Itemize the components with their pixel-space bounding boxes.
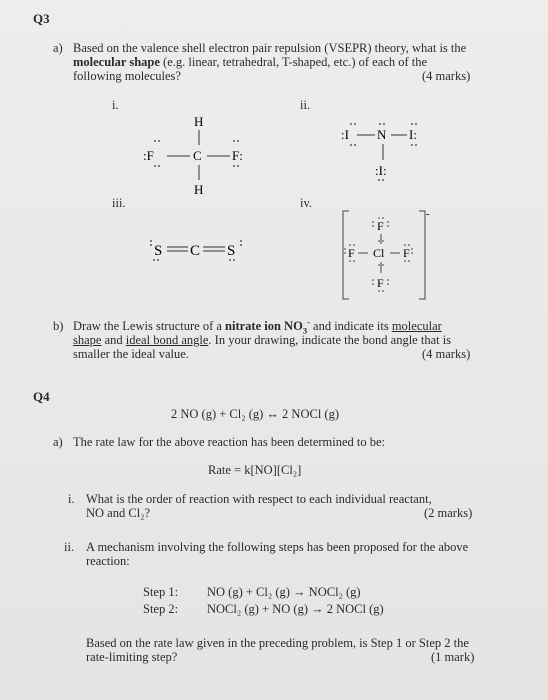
- q3-b-marks: (4 marks): [422, 347, 471, 361]
- mol-ii-label: ii.: [300, 98, 311, 112]
- q3-b-line2: [73, 333, 451, 347]
- q3-a-line2: [73, 55, 427, 69]
- q3-b-line3: smaller the ideal value.: [73, 347, 189, 361]
- mol-i-center-atom: C: [193, 148, 202, 163]
- q4-final-line1: Based on the rate law given in the preceding problem, is Step 1 or Step 2 the: [86, 636, 469, 650]
- q4-i-marks: (2 marks): [424, 506, 473, 520]
- mol-i-right-atom: F:: [232, 148, 243, 163]
- q3-b-and: and: [101, 333, 126, 347]
- q3-a-line1: Based on the valence shell electron pair repulsion (VSEPR) theory, what is the: [73, 41, 467, 55]
- mol-iv-label: iv.: [300, 196, 313, 210]
- mol-ii-right-atom: I:: [409, 127, 417, 142]
- q4-ii-line1: A mechanism involving the following steps has been proposed for the above: [86, 540, 469, 554]
- q3-a-marks: (4 marks): [422, 69, 471, 83]
- q3-b-underline-molecular: molecular: [391, 319, 442, 333]
- q4-part-a-letter: a): [53, 435, 63, 449]
- q4-i-line1: What is the order of reaction with respect to each individual reactant,: [86, 492, 432, 506]
- mol-iv-bottom-f: F: [377, 276, 384, 290]
- mol-iii-s2: S: [227, 243, 236, 259]
- mol-ii-left-atom: :I: [341, 127, 349, 142]
- q3-b-post1: and indicate its: [309, 319, 392, 333]
- molecule-i-diagram: [135, 108, 285, 200]
- q3-a-line2-rest: (e.g. linear, tetrahedral, T-shaped, etc.) of each of the: [159, 55, 428, 69]
- q3-b-pre: Draw the Lewis structure of a: [73, 319, 226, 333]
- mol-iv-center-cl: Cl: [373, 246, 385, 260]
- q3-b-ion-name: nitrate ion NO: [225, 319, 303, 333]
- q3-b-underline-shape: shape: [73, 333, 102, 347]
- mol-iii-c: C: [190, 243, 201, 259]
- q4-ii-line2: reaction:: [86, 554, 130, 568]
- q4-i-number: i.: [68, 492, 75, 506]
- q3-b-line1: [73, 316, 442, 336]
- q4-final-marks: (1 mark): [431, 650, 475, 664]
- mol-ii-bottom-atom: :I:: [375, 163, 387, 178]
- step-1-label: Step 1:: [143, 585, 179, 599]
- q3-b-post2: . In your drawing, indicate the bond angle that is: [208, 333, 452, 347]
- q3-b-bold-ion: [225, 316, 310, 336]
- mol-ii-center-atom: N: [377, 127, 387, 142]
- mol-i-top-atom: H: [194, 114, 204, 129]
- mol-iv-top-f: F: [377, 219, 384, 233]
- step-2-equation: NOCl₂ (g) + NO (g) → 2 NOCl (g): [207, 602, 384, 616]
- mol-iii-label: iii.: [112, 196, 126, 210]
- q3-b-ion-charge: -: [307, 316, 310, 327]
- step-2-label: Step 2:: [143, 602, 179, 616]
- q3-b-underline-angle: ideal bond angle: [125, 333, 209, 347]
- mol-iv-right-bracket: [419, 211, 425, 299]
- step-1-equation: NO (g) + Cl₂ (g) → NOCl₂ (g): [207, 585, 361, 599]
- mol-iv-right-f: F: [403, 246, 410, 260]
- molecule-iii-diagram: [145, 230, 265, 270]
- mol-i-left-atom: :F: [143, 148, 154, 163]
- mol-i-bottom-atom: H: [194, 182, 204, 197]
- question-3-label: Q3: [33, 11, 50, 26]
- q3-a-line3: following molecules?: [73, 69, 181, 83]
- q4-i-line2: NO and Cl₂?: [86, 506, 151, 520]
- question-4-label: Q4: [33, 389, 50, 404]
- molecule-ii-diagram: [335, 120, 445, 185]
- q4-final-line2: rate-limiting step?: [86, 650, 178, 664]
- q4-equation: 2 NO (g) + Cl₂ (g) ↔ 2 NOCl (g): [171, 407, 339, 421]
- q4-rate-law: Rate = k[NO][Cl₂]: [208, 463, 302, 477]
- mol-iv-left-f: F: [348, 246, 355, 260]
- q3-b-ion-subscript: 3: [302, 325, 308, 336]
- q3-part-a-letter: a): [53, 41, 63, 55]
- q3-part-b-letter: b): [53, 319, 64, 333]
- mol-i-label: i.: [112, 98, 119, 112]
- mol-iv-charge: -: [426, 208, 430, 220]
- q4-a-text: The rate law for the above reaction has been determined to be:: [73, 435, 386, 449]
- q4-ii-number: ii.: [64, 540, 75, 554]
- molecule-iv-diagram: [335, 205, 435, 305]
- mol-iii-s1: S: [154, 243, 163, 259]
- q3-a-bold-term: molecular shape: [73, 55, 160, 69]
